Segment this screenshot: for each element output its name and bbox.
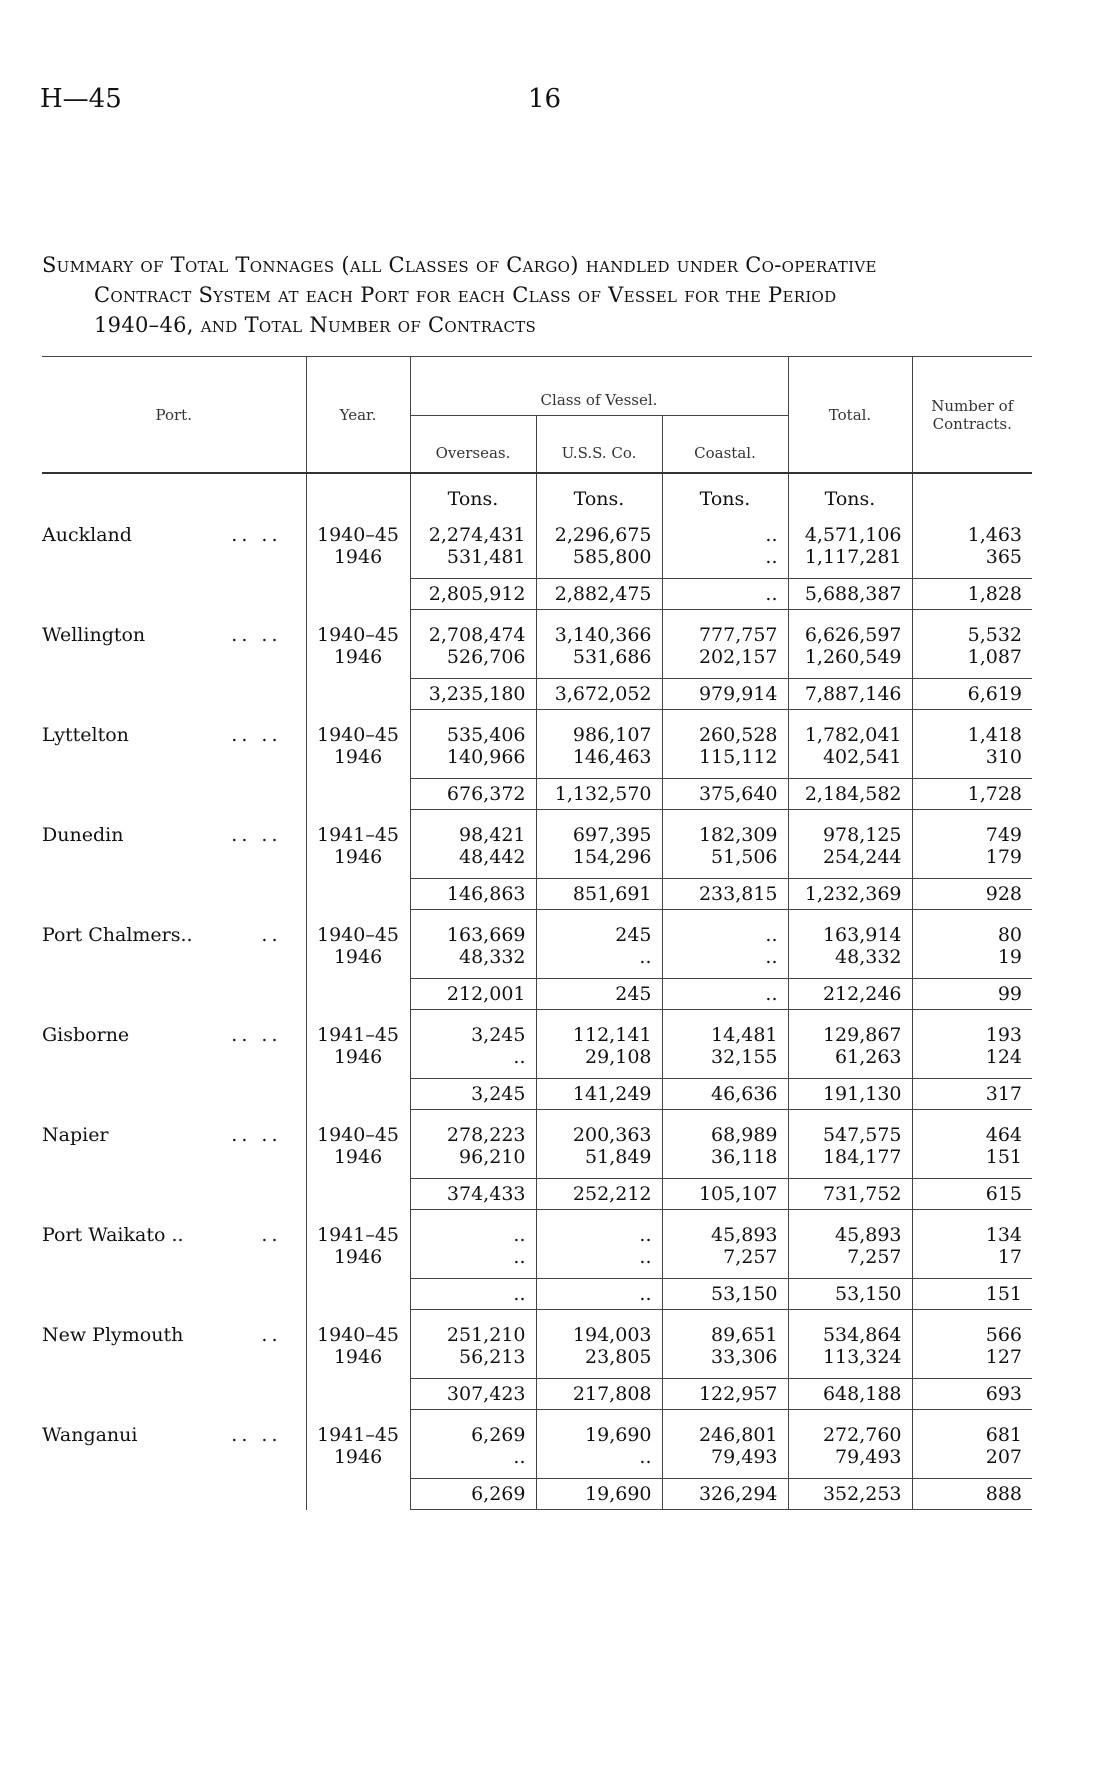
port-blank-cell xyxy=(42,1479,306,1510)
subtotal-contracts-cell: 1,828 xyxy=(912,579,1032,610)
coastal-cell: 202,157 xyxy=(662,646,788,679)
subtotal-contracts-cell: 6,619 xyxy=(912,679,1032,710)
uss-cell: 2,296,675 xyxy=(536,510,662,546)
year-blank-cell xyxy=(306,879,410,910)
year-blank-cell xyxy=(306,979,410,1010)
total-cell: 61,263 xyxy=(788,1046,912,1079)
year-blank-cell xyxy=(306,1079,410,1110)
subtotal-contracts-cell: 928 xyxy=(912,879,1032,910)
subtotal-contracts-cell: 615 xyxy=(912,1179,1032,1210)
port-name-cell xyxy=(42,1110,306,1147)
year-cell: 1941–45 xyxy=(306,1010,410,1047)
table-row xyxy=(42,646,1032,679)
subtotal-row xyxy=(42,1079,1032,1110)
contracts-cell: 134 xyxy=(912,1210,1032,1247)
coastal-cell: 115,112 xyxy=(662,746,788,779)
column-header-class-of-vessel: Class of Vessel. xyxy=(410,357,788,416)
table-row xyxy=(42,610,1032,647)
port-blank-cell xyxy=(42,679,306,710)
contracts-cell: 1,463 xyxy=(912,510,1032,546)
total-cell: 534,864 xyxy=(788,1310,912,1347)
contracts-cell: 365 xyxy=(912,546,1032,579)
coastal-cell: 79,493 xyxy=(662,1446,788,1479)
port-name: New Plymouth xyxy=(42,1323,184,1346)
subtotal-coastal-cell: 46,636 xyxy=(662,1079,788,1110)
contracts-cell: 566 xyxy=(912,1310,1032,1347)
port-name: Port Chalmers.. xyxy=(42,923,193,946)
uss-cell: 200,363 xyxy=(536,1110,662,1147)
subtotal-coastal-cell: 53,150 xyxy=(662,1279,788,1310)
contracts-cell: 127 xyxy=(912,1346,1032,1379)
overseas-cell: 278,223 xyxy=(410,1110,536,1147)
total-cell: 4,571,106 xyxy=(788,510,912,546)
total-cell: 113,324 xyxy=(788,1346,912,1379)
port-name-cell xyxy=(42,1146,306,1179)
uss-cell: 29,108 xyxy=(536,1046,662,1079)
coastal-cell: .. xyxy=(662,510,788,546)
subtotal-total-cell: 212,246 xyxy=(788,979,912,1010)
subtotal-overseas-cell: 307,423 xyxy=(410,1379,536,1410)
table-row xyxy=(42,846,1032,879)
uss-cell: 245 xyxy=(536,910,662,947)
subtotal-coastal-cell: .. xyxy=(662,579,788,610)
year-cell: 1946 xyxy=(306,1346,410,1379)
port-name: Gisborne xyxy=(42,1023,130,1046)
year-cell: 1946 xyxy=(306,1046,410,1079)
coastal-cell: 51,506 xyxy=(662,846,788,879)
subtotal-total-cell: 5,688,387 xyxy=(788,579,912,610)
overseas-cell: .. xyxy=(410,1210,536,1247)
total-cell: 547,575 xyxy=(788,1110,912,1147)
year-cell: 1940–45 xyxy=(306,1110,410,1147)
coastal-cell: 68,989 xyxy=(662,1110,788,1147)
port-blank-cell xyxy=(42,779,306,810)
units-row xyxy=(42,473,1032,510)
port-name: Auckland xyxy=(42,524,132,546)
uss-cell: 194,003 xyxy=(536,1310,662,1347)
subtotal-total-cell: 191,130 xyxy=(788,1079,912,1110)
overseas-cell: 56,213 xyxy=(410,1346,536,1379)
unit-overseas: Tons. xyxy=(410,473,536,510)
subtotal-overseas-cell: 3,245 xyxy=(410,1079,536,1110)
port-name: Dunedin xyxy=(42,823,124,846)
year-blank-cell xyxy=(306,779,410,810)
unit-coastal: Tons. xyxy=(662,473,788,510)
coastal-cell: 36,118 xyxy=(662,1146,788,1179)
column-header-port: Port. xyxy=(155,405,192,424)
contracts-cell: 124 xyxy=(912,1046,1032,1079)
subtotal-overseas-cell: 146,863 xyxy=(410,879,536,910)
overseas-cell: 48,332 xyxy=(410,946,536,979)
overseas-cell: 2,708,474 xyxy=(410,610,536,647)
leader-dots: .. .. xyxy=(231,723,282,746)
contracts-cell: 151 xyxy=(912,1146,1032,1179)
coastal-cell: 89,651 xyxy=(662,1310,788,1347)
uss-cell: .. xyxy=(536,1446,662,1479)
total-cell: 254,244 xyxy=(788,846,912,879)
coastal-cell: 32,155 xyxy=(662,1046,788,1079)
overseas-cell: 526,706 xyxy=(410,646,536,679)
coastal-cell: 246,801 xyxy=(662,1410,788,1447)
contracts-cell: 19 xyxy=(912,946,1032,979)
table-row xyxy=(42,1346,1032,1379)
overseas-cell: 48,442 xyxy=(410,846,536,879)
overseas-cell: .. xyxy=(410,1246,536,1279)
port-name-cell xyxy=(42,910,306,947)
table-row xyxy=(42,1010,1032,1047)
port-blank-cell xyxy=(42,1179,306,1210)
uss-cell: .. xyxy=(536,1210,662,1247)
port-name-cell xyxy=(42,810,306,847)
port-name-cell xyxy=(42,1346,306,1379)
overseas-cell: 140,966 xyxy=(410,746,536,779)
table-title xyxy=(42,250,1042,340)
table-row xyxy=(42,946,1032,979)
coastal-cell: 260,528 xyxy=(662,710,788,747)
subtotal-coastal-cell: 105,107 xyxy=(662,1179,788,1210)
year-cell: 1946 xyxy=(306,846,410,879)
port-name-cell xyxy=(42,846,306,879)
port-name-cell xyxy=(42,1010,306,1047)
contracts-cell: 179 xyxy=(912,846,1032,879)
contracts-cell: 464 xyxy=(912,1110,1032,1147)
uss-cell: 3,140,366 xyxy=(536,610,662,647)
uss-cell: .. xyxy=(536,946,662,979)
year-cell: 1940–45 xyxy=(306,1310,410,1347)
year-cell: 1941–45 xyxy=(306,810,410,847)
coastal-cell: 182,309 xyxy=(662,810,788,847)
contracts-cell: 193 xyxy=(912,1010,1032,1047)
subtotal-contracts-cell: 888 xyxy=(912,1479,1032,1510)
year-cell: 1946 xyxy=(306,646,410,679)
subtotal-uss-cell: .. xyxy=(536,1279,662,1310)
port-name-cell xyxy=(42,510,306,546)
total-cell: 1,260,549 xyxy=(788,646,912,679)
table-body xyxy=(42,473,1032,1510)
contracts-cell: 310 xyxy=(912,746,1032,779)
port-name-cell xyxy=(42,1210,306,1247)
port-name: Wellington xyxy=(42,623,146,646)
column-header-contracts: Number of Contracts. xyxy=(912,357,1032,474)
port-blank-cell xyxy=(42,1079,306,1110)
subtotal-contracts-cell: 151 xyxy=(912,1279,1032,1310)
total-cell: 184,177 xyxy=(788,1146,912,1179)
table-row xyxy=(42,810,1032,847)
port-name-cell xyxy=(42,946,306,979)
subtotal-overseas-cell: 2,805,912 xyxy=(410,579,536,610)
leader-dots: .. .. xyxy=(231,1123,282,1146)
subtotal-overseas-cell: 374,433 xyxy=(410,1179,536,1210)
table-row xyxy=(42,910,1032,947)
total-cell: 978,125 xyxy=(788,810,912,847)
subtotal-row xyxy=(42,1179,1032,1210)
subtotal-coastal-cell: 979,914 xyxy=(662,679,788,710)
total-cell: 1,117,281 xyxy=(788,546,912,579)
port-blank-cell xyxy=(42,979,306,1010)
leader-dots: .. .. xyxy=(231,1423,282,1446)
total-cell: 272,760 xyxy=(788,1410,912,1447)
coastal-cell: 45,893 xyxy=(662,1210,788,1247)
subtotal-uss-cell: 3,672,052 xyxy=(536,679,662,710)
leader-dots: .. xyxy=(261,1323,282,1346)
overseas-cell: 163,669 xyxy=(410,910,536,947)
leader-dots: .. .. xyxy=(231,823,282,846)
year-cell: 1940–45 xyxy=(306,910,410,947)
port-name: Lyttelton xyxy=(42,723,129,746)
year-blank-cell xyxy=(306,1279,410,1310)
contracts-cell: 80 xyxy=(912,910,1032,947)
coastal-cell: 7,257 xyxy=(662,1246,788,1279)
port-name-cell xyxy=(42,546,306,579)
table-row xyxy=(42,1210,1032,1247)
subtotal-overseas-cell: 212,001 xyxy=(410,979,536,1010)
port-name-cell xyxy=(42,1310,306,1347)
subtotal-contracts-cell: 693 xyxy=(912,1379,1032,1410)
total-cell: 163,914 xyxy=(788,910,912,947)
year-cell: 1941–45 xyxy=(306,1410,410,1447)
contracts-cell: 1,087 xyxy=(912,646,1032,679)
year-cell: 1946 xyxy=(306,1146,410,1179)
subtotal-row xyxy=(42,1479,1032,1510)
year-cell: 1946 xyxy=(306,946,410,979)
coastal-cell: 14,481 xyxy=(662,1010,788,1047)
year-cell: 1940–45 xyxy=(306,510,410,546)
subtotal-total-cell: 731,752 xyxy=(788,1179,912,1210)
year-blank-cell xyxy=(306,1479,410,1510)
port-name: Napier xyxy=(42,1123,109,1146)
subtotal-uss-cell: 2,882,475 xyxy=(536,579,662,610)
subtotal-uss-cell: 141,249 xyxy=(536,1079,662,1110)
port-name-cell xyxy=(42,610,306,647)
title-line-2: Contract System at each Port for each Class of Vessel for the Period xyxy=(94,283,837,307)
port-name: Wanganui xyxy=(42,1423,138,1446)
contracts-cell: 207 xyxy=(912,1446,1032,1479)
port-blank-cell xyxy=(42,1279,306,1310)
port-name-cell xyxy=(42,1046,306,1079)
subtotal-total-cell: 352,253 xyxy=(788,1479,912,1510)
total-cell: 6,626,597 xyxy=(788,610,912,647)
year-blank-cell xyxy=(306,579,410,610)
subtotal-contracts-cell: 1,728 xyxy=(912,779,1032,810)
page-number: 16 xyxy=(528,84,562,114)
table-row xyxy=(42,1446,1032,1479)
subtotal-total-cell: 53,150 xyxy=(788,1279,912,1310)
year-cell: 1940–45 xyxy=(306,710,410,747)
port-name-cell xyxy=(42,646,306,679)
title-line-3: 1940–46, and Total Number of Contracts xyxy=(94,313,537,337)
subtotal-total-cell: 7,887,146 xyxy=(788,679,912,710)
subtotal-contracts-cell: 317 xyxy=(912,1079,1032,1110)
unit-total: Tons. xyxy=(788,473,912,510)
table-row xyxy=(42,1310,1032,1347)
subtotal-overseas-cell: 6,269 xyxy=(410,1479,536,1510)
year-cell: 1941–45 xyxy=(306,1210,410,1247)
uss-cell: 146,463 xyxy=(536,746,662,779)
total-cell: 1,782,041 xyxy=(788,710,912,747)
port-name-cell xyxy=(42,1446,306,1479)
subtotal-uss-cell: 19,690 xyxy=(536,1479,662,1510)
uss-cell: 112,141 xyxy=(536,1010,662,1047)
year-cell: 1946 xyxy=(306,1446,410,1479)
table-row xyxy=(42,746,1032,779)
subtotal-uss-cell: 851,691 xyxy=(536,879,662,910)
column-header-total: Total. xyxy=(788,357,912,474)
overseas-cell: 96,210 xyxy=(410,1146,536,1179)
leader-dots: .. .. xyxy=(231,623,282,646)
subtotal-uss-cell: 245 xyxy=(536,979,662,1010)
uss-cell: 585,800 xyxy=(536,546,662,579)
coastal-cell: 777,757 xyxy=(662,610,788,647)
overseas-cell: 2,274,431 xyxy=(410,510,536,546)
table-row xyxy=(42,1246,1032,1279)
column-header-overseas: Overseas. xyxy=(410,416,536,474)
overseas-cell: 6,269 xyxy=(410,1410,536,1447)
port-blank-cell xyxy=(42,579,306,610)
overseas-cell: 531,481 xyxy=(410,546,536,579)
title-line-1: Summary of Total Tonnages (all Classes of Cargo) handled under Co-operative xyxy=(42,253,877,277)
leader-dots: .. xyxy=(261,923,282,946)
subtotal-coastal-cell: 326,294 xyxy=(662,1479,788,1510)
table-row xyxy=(42,1110,1032,1147)
subtotal-coastal-cell: 233,815 xyxy=(662,879,788,910)
port-name-cell xyxy=(42,1410,306,1447)
subtotal-uss-cell: 1,132,570 xyxy=(536,779,662,810)
year-cell: 1946 xyxy=(306,1246,410,1279)
port-name: Port Waikato .. xyxy=(42,1223,184,1246)
port-name-cell xyxy=(42,746,306,779)
year-cell: 1946 xyxy=(306,746,410,779)
year-cell: 1946 xyxy=(306,546,410,579)
coastal-cell: 33,306 xyxy=(662,1346,788,1379)
subtotal-row xyxy=(42,579,1032,610)
contracts-cell: 17 xyxy=(912,1246,1032,1279)
total-cell: 129,867 xyxy=(788,1010,912,1047)
uss-cell: 531,686 xyxy=(536,646,662,679)
column-header-uss: U.S.S. Co. xyxy=(536,416,662,474)
subtotal-coastal-cell: 122,957 xyxy=(662,1379,788,1410)
uss-cell: 697,395 xyxy=(536,810,662,847)
uss-cell: 154,296 xyxy=(536,846,662,879)
uss-cell: 23,805 xyxy=(536,1346,662,1379)
contracts-cell: 749 xyxy=(912,810,1032,847)
subtotal-coastal-cell: 375,640 xyxy=(662,779,788,810)
tonnage-summary-table xyxy=(42,356,1032,1510)
coastal-cell: .. xyxy=(662,910,788,947)
subtotal-overseas-cell: 676,372 xyxy=(410,779,536,810)
leader-dots: .. .. xyxy=(231,524,282,546)
table-header xyxy=(42,357,1032,474)
contracts-cell: 5,532 xyxy=(912,610,1032,647)
subtotal-coastal-cell: .. xyxy=(662,979,788,1010)
table-row xyxy=(42,546,1032,579)
table-row xyxy=(42,510,1032,546)
subtotal-total-cell: 2,184,582 xyxy=(788,779,912,810)
year-blank-cell xyxy=(306,1179,410,1210)
column-header-year: Year. xyxy=(306,357,410,474)
port-name-cell xyxy=(42,1246,306,1279)
subtotal-contracts-cell: 99 xyxy=(912,979,1032,1010)
contracts-cell: 1,418 xyxy=(912,710,1032,747)
subtotal-overseas-cell: .. xyxy=(410,1279,536,1310)
year-blank-cell xyxy=(306,1379,410,1410)
subtotal-row xyxy=(42,979,1032,1010)
subtotal-row xyxy=(42,679,1032,710)
subtotal-overseas-cell: 3,235,180 xyxy=(410,679,536,710)
table-row xyxy=(42,1146,1032,1179)
total-cell: 402,541 xyxy=(788,746,912,779)
subtotal-row xyxy=(42,1279,1032,1310)
total-cell: 79,493 xyxy=(788,1446,912,1479)
uss-cell: 986,107 xyxy=(536,710,662,747)
table-row xyxy=(42,1410,1032,1447)
uss-cell: 19,690 xyxy=(536,1410,662,1447)
overseas-cell: 98,421 xyxy=(410,810,536,847)
leader-dots: .. xyxy=(261,1223,282,1246)
subtotal-uss-cell: 217,808 xyxy=(536,1379,662,1410)
port-name-cell xyxy=(42,710,306,747)
total-cell: 48,332 xyxy=(788,946,912,979)
leader-dots: .. .. xyxy=(231,1023,282,1046)
subtotal-row xyxy=(42,1379,1032,1410)
year-blank-cell xyxy=(306,679,410,710)
overseas-cell: 251,210 xyxy=(410,1310,536,1347)
unit-uss: Tons. xyxy=(536,473,662,510)
total-cell: 45,893 xyxy=(788,1210,912,1247)
table-row xyxy=(42,710,1032,747)
column-header-coastal: Coastal. xyxy=(662,416,788,474)
subtotal-total-cell: 648,188 xyxy=(788,1379,912,1410)
year-cell: 1940–45 xyxy=(306,610,410,647)
port-blank-cell xyxy=(42,1379,306,1410)
overseas-cell: 3,245 xyxy=(410,1010,536,1047)
uss-cell: 51,849 xyxy=(536,1146,662,1179)
overseas-cell: 535,406 xyxy=(410,710,536,747)
coastal-cell: .. xyxy=(662,946,788,979)
coastal-cell: .. xyxy=(662,546,788,579)
overseas-cell: .. xyxy=(410,1446,536,1479)
contracts-cell: 681 xyxy=(912,1410,1032,1447)
port-blank-cell xyxy=(42,879,306,910)
subtotal-uss-cell: 252,212 xyxy=(536,1179,662,1210)
page-reference: H—45 xyxy=(40,84,122,114)
subtotal-row xyxy=(42,779,1032,810)
subtotal-total-cell: 1,232,369 xyxy=(788,879,912,910)
uss-cell: .. xyxy=(536,1246,662,1279)
subtotal-row xyxy=(42,879,1032,910)
overseas-cell: .. xyxy=(410,1046,536,1079)
table-row xyxy=(42,1046,1032,1079)
total-cell: 7,257 xyxy=(788,1246,912,1279)
